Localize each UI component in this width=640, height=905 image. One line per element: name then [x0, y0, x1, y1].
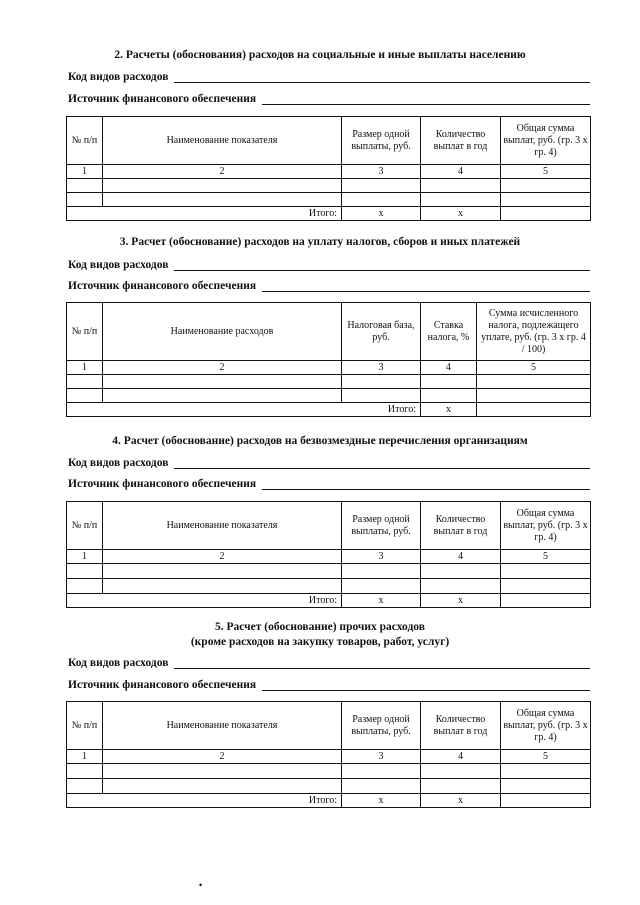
section-5-source-field[interactable]	[68, 679, 590, 691]
empty-cell[interactable]	[421, 764, 501, 779]
total-row	[67, 207, 591, 221]
source-fill-line[interactable]	[262, 282, 590, 292]
total-label: Итого:	[67, 594, 342, 608]
total-label: Итого:	[67, 794, 342, 808]
empty-cell[interactable]	[103, 389, 342, 403]
header-cell: Общая сумма выплат, руб. (гр. 3 х гр. 4)	[501, 702, 591, 750]
empty-row[interactable]	[67, 375, 591, 389]
empty-row[interactable]	[67, 764, 591, 779]
column-number: 3	[342, 750, 421, 764]
column-number: 4	[421, 165, 501, 179]
section-2-source-field[interactable]	[68, 93, 590, 105]
section-4-table	[66, 501, 591, 608]
empty-cell[interactable]	[501, 179, 591, 193]
empty-cell[interactable]	[103, 579, 342, 594]
total-sum-cell[interactable]	[477, 403, 591, 417]
header-row	[67, 303, 591, 361]
total-x: х	[421, 794, 501, 808]
total-x: х	[421, 403, 477, 417]
header-cell: Налоговая база, руб.	[342, 303, 421, 361]
section-2-table	[66, 116, 591, 221]
column-number: 4	[421, 361, 477, 375]
header-cell: Сумма исчисленного налога, подлежащего уплате, руб. (гр. 3 х гр. 4 / 100)	[477, 303, 591, 361]
column-number: 1	[67, 750, 103, 764]
empty-cell[interactable]	[501, 779, 591, 794]
column-number: 5	[501, 550, 591, 564]
source-label: Источник финансового обеспечения	[68, 280, 257, 292]
total-sum-cell[interactable]	[501, 794, 591, 808]
empty-cell[interactable]	[477, 375, 591, 389]
header-cell: № п/п	[67, 702, 103, 750]
empty-cell[interactable]	[421, 375, 477, 389]
code-fill-line[interactable]	[174, 659, 590, 669]
column-number: 1	[67, 361, 103, 375]
column-number: 3	[342, 361, 421, 375]
header-cell: Наименование расходов	[103, 303, 342, 361]
section-4-source-field[interactable]	[68, 478, 590, 490]
column-number-row	[67, 361, 591, 375]
empty-cell[interactable]	[67, 764, 103, 779]
empty-cell[interactable]	[103, 179, 342, 193]
column-number-row	[67, 550, 591, 564]
empty-cell[interactable]	[67, 389, 103, 403]
section-4-title: 4. Расчет (обоснование) расходов на безвозмездные перечисления организациям	[112, 435, 528, 447]
empty-cell[interactable]	[342, 579, 421, 594]
empty-cell[interactable]	[421, 779, 501, 794]
total-label: Итого:	[67, 207, 342, 221]
empty-cell[interactable]	[342, 779, 421, 794]
total-x: х	[421, 594, 501, 608]
empty-row[interactable]	[67, 389, 591, 403]
empty-cell[interactable]	[67, 179, 103, 193]
total-x: х	[342, 794, 421, 808]
empty-row[interactable]	[67, 779, 591, 794]
column-number: 5	[501, 750, 591, 764]
code-label: Код видов расходов	[68, 71, 169, 83]
header-cell: № п/п	[67, 117, 103, 165]
header-cell: Размер одной выплаты, руб.	[342, 502, 421, 550]
total-x: х	[342, 594, 421, 608]
code-label: Код видов расходов	[68, 259, 169, 271]
column-number: 1	[67, 550, 103, 564]
source-label: Источник финансового обеспечения	[68, 679, 257, 691]
total-sum-cell[interactable]	[501, 594, 591, 608]
source-fill-line[interactable]	[262, 480, 590, 490]
header-cell: Общая сумма выплат, руб. (гр. 3 х гр. 4)	[501, 117, 591, 165]
empty-row[interactable]	[67, 179, 591, 193]
total-row	[67, 403, 591, 417]
empty-cell[interactable]	[421, 579, 501, 594]
empty-cell[interactable]	[103, 375, 342, 389]
header-cell: № п/п	[67, 502, 103, 550]
empty-cell[interactable]	[103, 779, 342, 794]
total-x: х	[342, 207, 421, 221]
column-number: 3	[342, 165, 421, 179]
empty-cell[interactable]	[103, 764, 342, 779]
code-fill-line[interactable]	[174, 459, 590, 469]
column-number: 3	[342, 550, 421, 564]
section-5-table	[66, 701, 591, 808]
section-2-title: 2. Расчеты (обоснования) расходов на социальные и иные выплаты населению	[114, 49, 526, 61]
section-2-code-field[interactable]	[68, 71, 590, 83]
empty-row[interactable]	[67, 193, 591, 207]
empty-cell[interactable]	[67, 193, 103, 207]
section-3-table	[66, 302, 591, 417]
header-cell: Ставка налога, %	[421, 303, 477, 361]
total-sum-cell[interactable]	[501, 207, 591, 221]
header-cell: Наименование показателя	[103, 702, 342, 750]
section-3-source-field[interactable]	[68, 280, 590, 292]
header-cell: Размер одной выплаты, руб.	[342, 702, 421, 750]
column-number: 5	[501, 165, 591, 179]
header-cell: Размер одной выплаты, руб.	[342, 117, 421, 165]
empty-cell[interactable]	[342, 375, 421, 389]
total-x: х	[421, 207, 501, 221]
empty-cell[interactable]	[501, 193, 591, 207]
column-number: 2	[103, 550, 342, 564]
column-number: 2	[103, 165, 342, 179]
source-label: Источник финансового обеспечения	[68, 478, 257, 490]
column-number: 2	[103, 361, 342, 375]
empty-row[interactable]	[67, 564, 591, 579]
source-fill-line[interactable]	[262, 95, 590, 105]
header-cell: Количество выплат в год	[421, 702, 501, 750]
empty-cell[interactable]	[342, 179, 421, 193]
header-cell: Количество выплат в год	[421, 117, 501, 165]
code-label: Код видов расходов	[68, 457, 169, 469]
empty-cell[interactable]	[342, 764, 421, 779]
code-fill-line[interactable]	[174, 261, 590, 271]
empty-cell[interactable]	[342, 389, 421, 403]
empty-cell[interactable]	[67, 779, 103, 794]
header-cell: № п/п	[67, 303, 103, 361]
empty-cell[interactable]	[103, 193, 342, 207]
code-label: Код видов расходов	[68, 657, 169, 669]
column-number-row	[67, 165, 591, 179]
footer-mark: •	[199, 880, 203, 890]
section-4-code-field[interactable]	[68, 457, 590, 469]
total-row	[67, 794, 591, 808]
header-cell: Наименование показателя	[103, 502, 342, 550]
column-number: 1	[67, 165, 103, 179]
empty-cell[interactable]	[501, 579, 591, 594]
column-number: 4	[421, 750, 501, 764]
empty-cell[interactable]	[501, 764, 591, 779]
section-5-title: 5. Расчет (обоснование) прочих расходов	[215, 621, 425, 633]
empty-cell[interactable]	[421, 564, 501, 579]
header-cell: Наименование показателя	[103, 117, 342, 165]
empty-cell[interactable]	[421, 193, 501, 207]
total-label: Итого:	[67, 403, 421, 417]
header-cell: Количество выплат в год	[421, 502, 501, 550]
empty-cell[interactable]	[67, 564, 103, 579]
empty-cell[interactable]	[342, 564, 421, 579]
empty-cell[interactable]	[421, 389, 477, 403]
empty-cell[interactable]	[501, 564, 591, 579]
empty-cell[interactable]	[103, 564, 342, 579]
column-number: 5	[477, 361, 591, 375]
total-row	[67, 594, 591, 608]
column-number-row	[67, 750, 591, 764]
empty-cell[interactable]	[67, 579, 103, 594]
header-cell: Общая сумма выплат, руб. (гр. 3 х гр. 4)	[501, 502, 591, 550]
header-row	[67, 117, 591, 165]
code-fill-line[interactable]	[174, 73, 590, 83]
section-3-title: 3. Расчет (обоснование) расходов на уплату налогов, сборов и иных платежей	[119, 236, 521, 248]
empty-cell[interactable]	[67, 375, 103, 389]
empty-cell[interactable]	[477, 389, 591, 403]
empty-cell[interactable]	[421, 179, 501, 193]
section-5-subtitle: (кроме расходов на закупку товаров, работ, услуг)	[190, 636, 450, 648]
section-3-code-field[interactable]	[68, 259, 590, 271]
empty-cell[interactable]	[342, 193, 421, 207]
column-number: 2	[103, 750, 342, 764]
column-number: 4	[421, 550, 501, 564]
header-row	[67, 502, 591, 550]
section-5-code-field[interactable]	[68, 657, 590, 669]
source-label: Источник финансового обеспечения	[68, 93, 257, 105]
empty-row[interactable]	[67, 579, 591, 594]
source-fill-line[interactable]	[262, 681, 590, 691]
header-row	[67, 702, 591, 750]
